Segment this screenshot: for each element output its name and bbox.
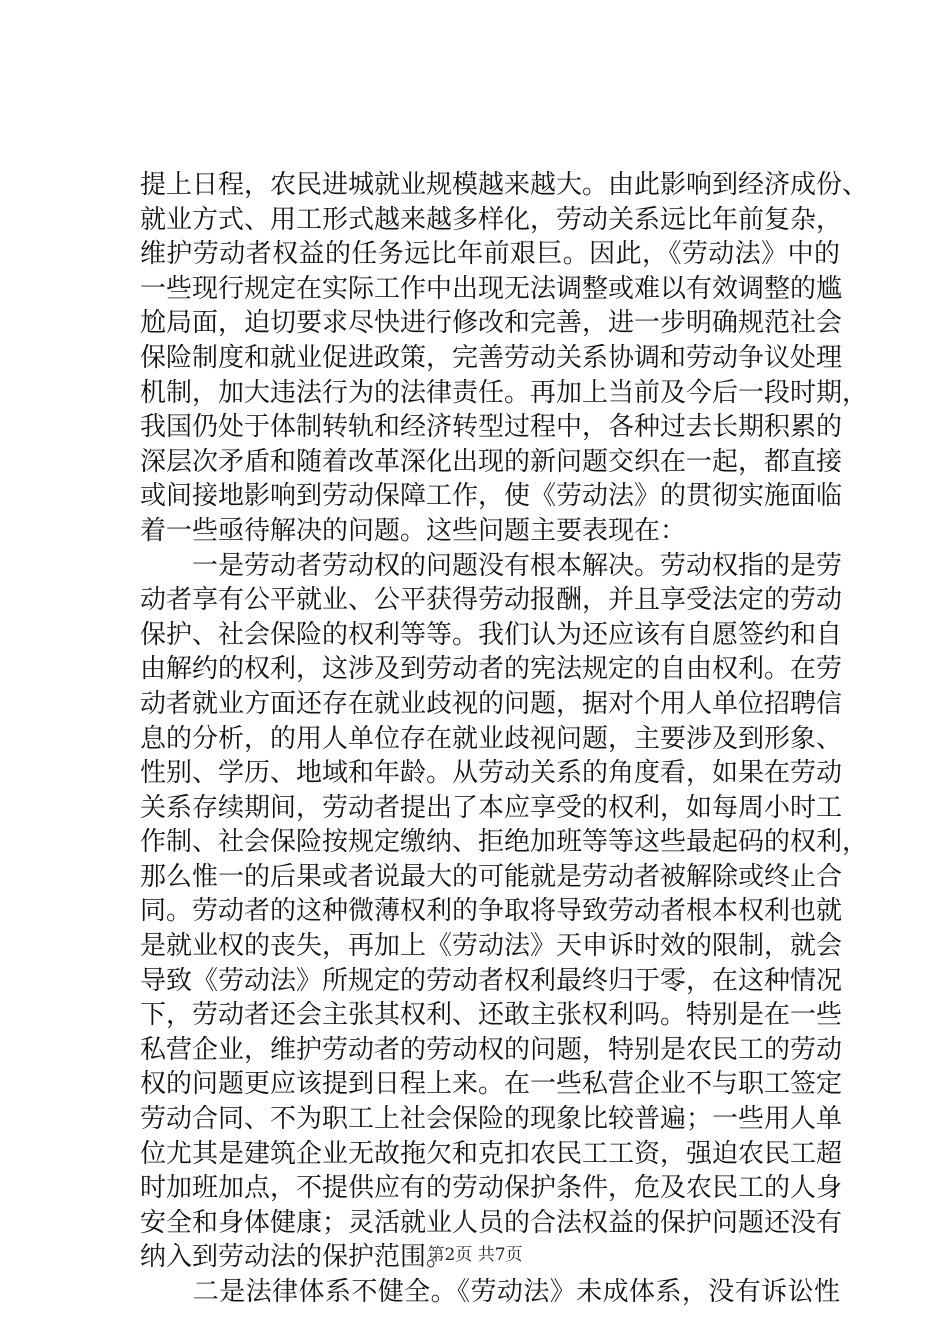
text-line: 安全和身体健康；灵活就业人员的合法权益的保护问题还没有 [140, 1207, 843, 1238]
body-text [140, 168, 869, 1310]
text-line: 机制，加大违法行为的法律责任。再加上当前及今后一段时期， [140, 377, 869, 408]
text-line: 作制、社会保险按规定缴纳、拒绝加班等等这些最起码的权利， [140, 827, 869, 858]
text-line: 由解约的权利，这涉及到劳动者的宪法规定的自由权利。在劳 [140, 654, 843, 685]
text-line: 一是劳动者劳动权的问题没有根本解决。劳动权指的是劳 [140, 550, 843, 581]
text-line: 就业方式、用工形式越来越多样化，劳动关系远比年前复杂， [140, 204, 843, 235]
text-line: 同。劳动者的这种微薄权利的争取将导致劳动者根本权利也就 [140, 896, 843, 927]
text-line: 私营企业，维护劳动者的劳动权的问题，特别是农民工的劳动 [140, 1034, 843, 1065]
text-line: 息的分析，的用人单位存在就业歧视问题，主要涉及到形象、 [140, 723, 843, 754]
text-line: 导致《劳动法》所规定的劳动者权利最终归于零，在这种情况 [140, 965, 843, 996]
text-line: 保险制度和就业促进政策，完善劳动关系协调和劳动争议处理 [140, 342, 843, 373]
page-footer: 第2页 共7页 [427, 1245, 523, 1265]
text-line: 关系存续期间，劳动者提出了本应享受的权利，如每周小时工 [140, 792, 843, 823]
text-line: 保护、社会保险的权利等等。我们认为还应该有自愿签约和自 [140, 619, 843, 650]
text-line: 下，劳动者还会主张其权利、还敢主张权利吗。特别是在一些 [140, 1000, 843, 1031]
text-line: 提上日程，农民进城就业规模越来越大。由此影响到经济成份、 [140, 170, 869, 200]
text-line: 二是法律体系不健全。《劳动法》未成体系，没有诉讼性 [140, 1277, 840, 1307]
text-line: 动者就业方面还存在就业歧视的问题，据对个用人单位招聘信 [140, 688, 843, 719]
text-line: 维护劳动者权益的任务远比年前艰巨。因此，《劳动法》中的 [140, 239, 840, 270]
text-line: 我国仍处于体制转轨和经济转型过程中，各种过去长期积累的 [140, 412, 843, 443]
text-line: 是就业权的丧失，再加上《劳动法》天申诉时效的限制，就会 [140, 931, 843, 962]
text-line: 时加班加点，不提供应有的劳动保护条件，危及农民工的人身 [140, 1173, 843, 1204]
text-line: 尬局面，迫切要求尽快进行修改和完善，进一步明确规范社会 [140, 308, 843, 339]
text-line: 一些现行规定在实际工作中出现无法调整或难以有效调整的尴 [140, 273, 843, 304]
text-line: 或间接地影响到劳动保障工作，使《劳动法》的贯彻实施面临 [140, 481, 843, 512]
text-line: 位尤其是建筑企业无故拖欠和克扣农民工工资，强迫农民工超 [140, 1138, 843, 1169]
text-line: 深层次矛盾和随着改革深化出现的新问题交织在一起，都直接 [140, 446, 843, 477]
text-line: 纳入到劳动法的保护范围。 [140, 1242, 453, 1273]
text-line: 权的问题更应该提到日程上来。在一些私营企业不与职工签定 [140, 1069, 843, 1100]
text-line: 那么惟一的后果或者说最大的可能就是劳动者被解除或终止合 [140, 861, 843, 892]
text-line: 性别、学历、地域和年龄。从劳动关系的角度看，如果在劳动 [140, 758, 843, 789]
text-line: 动者享有公平就业、公平获得劳动报酬，并且享受法定的劳动 [140, 585, 843, 616]
text-line: 着一些亟待解决的问题。这些问题主要表现在： [140, 515, 687, 546]
text-line: 劳动合同、不为职工上社会保险的现象比较普遍；一些用人单 [140, 1104, 843, 1135]
